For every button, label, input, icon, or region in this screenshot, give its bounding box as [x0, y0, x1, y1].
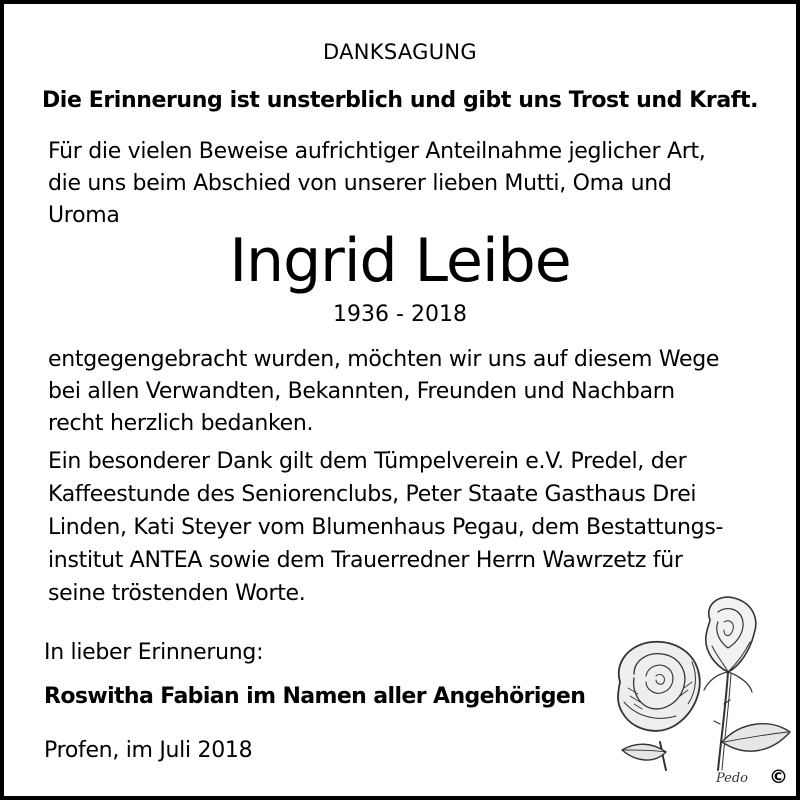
signature-line: Roswitha Fabian im Namen aller Angehörigen: [44, 684, 586, 709]
body-line-1: entgegengebracht wurden, möchten wir uns auf diesem Wege: [48, 347, 720, 372]
closing-line: In lieber Erinnerung:: [44, 640, 264, 665]
body-line-2: bei allen Verwandten, Bekannten, Freunden und Nachbarn: [48, 379, 675, 404]
deceased-name: Ingrid Leibe: [229, 226, 571, 296]
life-dates: 1936 - 2018: [333, 302, 467, 327]
intro-line-3: Uroma: [48, 203, 120, 228]
body-line-8: seine tröstenden Worte.: [48, 581, 306, 606]
intro-line-2: die uns beim Abschied von unserer lieben Mutti, Oma und: [48, 171, 672, 196]
copyright-mark: ©: [769, 766, 788, 788]
body-line-4: Ein besonderer Dank gilt dem Tümpelverein e.V. Predel, der: [48, 449, 687, 474]
place-date-line: Profen, im Juli 2018: [44, 738, 253, 763]
rose-drawing-icon: [600, 592, 796, 772]
body-line-3: recht herzlich bedanken.: [48, 411, 314, 436]
body-line-5: Kaffeestunde des Seniorenclubs, Peter Staate Gasthaus Drei: [48, 482, 697, 507]
intro-line-1: Für die vielen Beweise aufrichtiger Anteilnahme jeglicher Art,: [48, 139, 706, 164]
artist-signature: Pedo: [716, 771, 749, 786]
notice-heading: DANKSAGUNG: [323, 40, 477, 64]
body-line-6: Linden, Kati Steyer vom Blumenhaus Pegau, dem Bestattungs-: [48, 515, 724, 540]
notice-motto: Die Erinnerung ist unsterblich und gibt uns Trost und Kraft.: [41, 88, 759, 113]
body-line-7: institut ANTEA sowie dem Trauerredner Herrn Wawrzetz für: [48, 548, 683, 573]
